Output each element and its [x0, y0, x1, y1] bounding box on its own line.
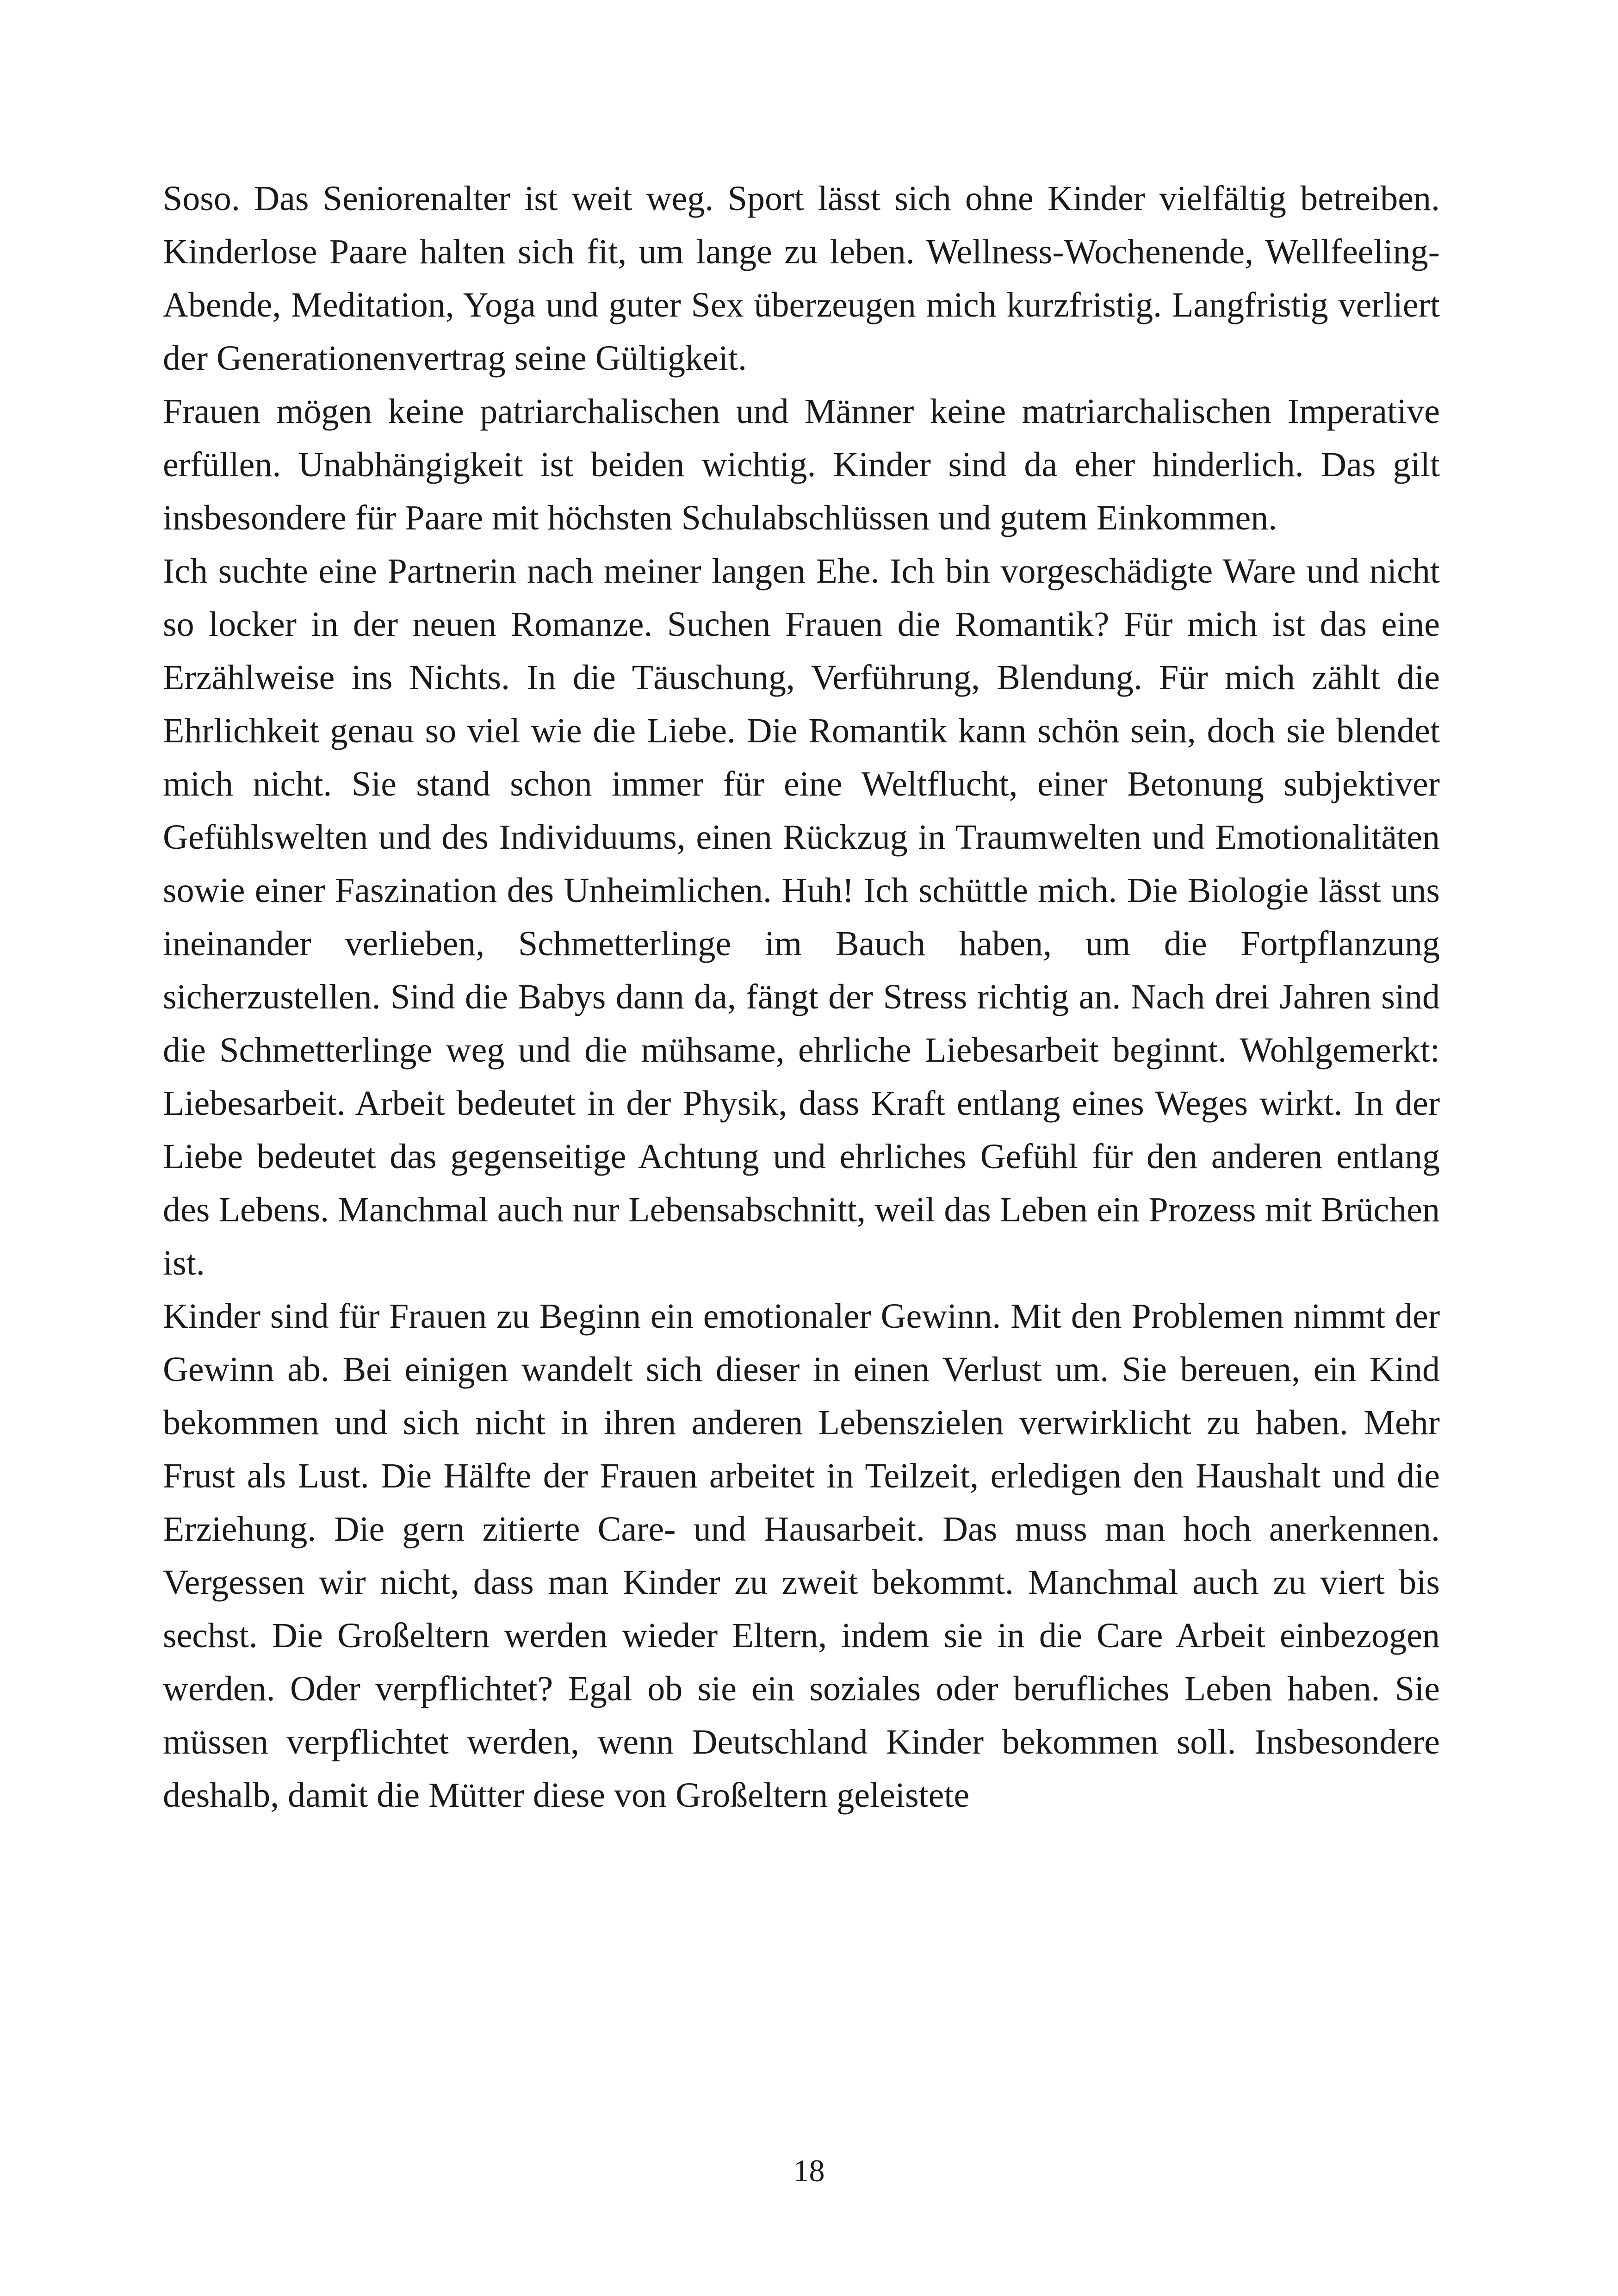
- body-text: [163, 172, 1440, 1822]
- paragraph-4: Kinder sind für Frauen zu Beginn ein emotionaler Gewinn. Mit den Problemen nimmt der Gewinn ab. Bei einigen wandelt sich dieser in einen Verlust um. Sie bereuen, ein Kind bekommen und sich nicht in ihren anderen Lebenszielen verwirklicht zu haben. Mehr Frust als Lust. Die Hälfte der Frauen arbeitet in Teilzeit, erledigen den Haushalt und die Erziehung. Die gern zitierte Care- und Hausarbeit. Das muss man hoch anerkennen. Vergessen wir nicht, dass man Kinder zu zweit bekommt. Manchmal auch zu viert bis sechst. Die Großeltern werden wieder Eltern, indem sie in die Care Arbeit einbezogen werden. Oder verpflichtet? Egal ob sie ein soziales oder berufliches Leben haben. Sie müssen verpflichtet werden, wenn Deutschland Kinder bekommen soll. Insbesondere deshalb, damit die Mütter diese von Großeltern geleistete: [163, 1297, 1440, 1815]
- paragraph-1: Soso. Das Seniorenalter ist weit weg. Sport lässt sich ohne Kinder vielfältig betreiben. Kinderlose Paare halten sich fit, um lange zu leben. Wellness-Wochenende, Wellfeeling-Abende, Meditation, Yoga und guter Sex überzeugen mich kurzfristig. Langfristig verliert der Generationenvertrag seine Gültigkeit.: [163, 179, 1440, 378]
- paragraph-3: Ich suchte eine Partnerin nach meiner langen Ehe. Ich bin vorgeschädigte Ware und nicht so locker in der neuen Romanze. Suchen Frauen die Romantik? Für mich ist das eine Erzählweise ins Nichts. In die Täuschung, Verführung, Blendung. Für mich zählt die Ehrlichkeit genau so viel wie die Liebe. Die Romantik kann schön sein, doch sie blendet mich nicht. Sie stand schon immer für eine Weltflucht, einer Betonung subjektiver Gefühlswelten und des Individuums, einen Rückzug in Traumwelten und Emotionalitäten sowie einer Faszination des Unheimlichen. Huh! Ich schüttle mich. Die Biologie lässt uns ineinander verlieben, Schmetterlinge im Bauch haben, um die Fortpflanzung sicherzustellen. Sind die Babys dann da, fängt der Stress richtig an. Nach drei Jahren sind die Schmetterlinge weg und die mühsame, ehrliche Liebesarbeit beginnt. Wohlgemerkt: Liebesarbeit. Arbeit bedeutet in der Physik, dass Kraft entlang eines Weges wirkt. In der Liebe bedeutet das gegenseitige Achtung und ehrliches Gefühl für den anderen entlang des Lebens. Manchmal auch nur Lebensabschnitt, weil das Leben ein Prozess mit Brüchen ist.: [163, 552, 1440, 1282]
- paragraph-2: Frauen mögen keine patriarchalischen und Männer keine matriarchalischen Imperative erfüllen. Unabhängigkeit ist beiden wichtig. Kinder sind da eher hinderlich. Das gilt insbesondere für Paare mit höchsten Schulabschlüssen und gutem Einkommen.: [163, 392, 1440, 537]
- page-number: 18: [793, 2153, 825, 2188]
